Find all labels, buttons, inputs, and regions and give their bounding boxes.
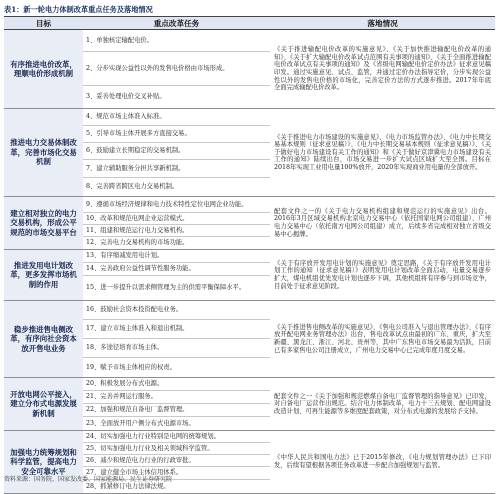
table-row	[4, 431, 495, 494]
table-row	[4, 197, 495, 250]
task-item: 20、积极发展分布式电源。	[83, 378, 270, 391]
tasks-cell	[83, 378, 270, 431]
task-item: 28、抓紧修订电力法律法规。	[86, 482, 170, 490]
tasks-cell	[83, 301, 270, 378]
goal-cell: 开放电网公平接入，建立分布式电源发展新机制	[4, 378, 83, 431]
task-item: 1、单独核定输配电价。	[83, 30, 270, 52]
source-footnote: 资料来源：国务院、国家发改委、国家能源局、民生证券研究院	[4, 476, 173, 483]
task-item: 6、鼓励建立长期稳定的交易机制。	[83, 143, 270, 160]
task-item: 2、分步实现公益性以外的发售电价格由市场形成。	[83, 52, 270, 86]
task-item: 4、规范市场主体准入标准。	[83, 109, 270, 126]
task-item: 22、加强和规范自备电厂监督管理。	[83, 404, 270, 417]
tasks-cell	[83, 109, 270, 197]
task-item: 19、赋予市场主体相应的权责。	[86, 363, 176, 371]
header-task: 重点改革任务	[83, 17, 270, 30]
status-cell: 配套文件之一《关于加强和规范燃煤自备电厂监督管理的指导意见》已印发，对自备电厂运营作出规范。结合电力体制改革，电力十三五规划、配电网建设改造计划、可再生能源等多维度配套政策，对分布式电源的发展给予支持。	[270, 378, 495, 431]
task-item: 16、鼓励社会资本投资配电业务。	[83, 301, 270, 320]
task-item: 10、改革和规范电网企业运营模式。	[83, 213, 270, 225]
task-item: 9、遵循市场经济规律和电力技术特性定位电网企业功能。	[83, 197, 270, 213]
table-row	[4, 250, 495, 301]
table-title: 表1：新一轮电力体制改革重点任务及落地情况	[4, 5, 153, 14]
goal-cell: 有序推进电价改革，理顺电价形成机制	[4, 30, 83, 109]
task-item: 18、多途径培育市场主体。	[83, 339, 270, 358]
table-row	[4, 301, 495, 378]
tasks-cell	[83, 431, 270, 494]
table-row	[4, 378, 495, 431]
status-cell: 《关于推进售电侧改革的实施意见》、《售电公司准入与退出管理办法》、《有序放开配电网业务管理办法》出台，售电改革试点由最初的广东、重庆，扩大至新疆、黑龙江、浙江、河北、贵州等，其中广东售电市场交易最为活跃，目前已有多家售电公司注册成立，广州电力交易中心已完成年度月度交易。	[270, 301, 495, 378]
task-item: 23、全面放开用户侧分布式电源市场。	[86, 419, 195, 427]
task-item: 15、进一步提升以需求侧管理为主的供需平衡保障水平。	[86, 284, 246, 292]
status-cell: 《关于有序放开发用电计划的实施意见》奠定思路，《关于有序放开发用电计划工作的通知（征求意见稿）》表明发用电计划改革全面启动，电量交易逐步扩大，煤电机组优先发电计划也逐步下调，其他机组将有序参与到市场竞争，目前处于征求意见阶段。	[270, 250, 495, 301]
task-item: 3、妥善处理电价交叉补贴。	[86, 93, 166, 101]
tasks-cell	[83, 30, 270, 109]
task-item: 17、建立市场主体准入和退出机制。	[83, 320, 270, 339]
table-row	[4, 30, 495, 109]
table-row	[4, 109, 495, 197]
task-item: 14、完善政府公益性调节性服务功能。	[83, 263, 270, 276]
goal-cell: 加强电力统筹规划和科学监管，提高电力安全可靠水平	[4, 431, 83, 494]
task-item: 11、组建和规范运行电力交易机构。	[83, 225, 270, 237]
goal-cell: 建立相对独立的电力交易机构，形成公平规范的市场交易平台	[4, 197, 83, 250]
status-cell: 《关于推进电力市场建设的实施意见》、《电力市场监管办法》、《电力中长期交易基本规则（征求意见稿）》、《电力中长期交易基本规则（征求意见稿）》、《关于做好电力市场建设有关工作的通知》和《关于做好京津冀电力市场建设有关工作的通知》陆续出台，市场交易进一步扩大试点区域扩大至全国。目标在2018年实现工业用电量100%放开，2020年实现商业用电量的全部放开。	[270, 109, 495, 197]
task-item: 25、切实加强电力行业及相关领域科学监管。	[83, 443, 270, 455]
task-item: 8、完善跨省跨区电力交易机制。	[86, 183, 179, 191]
task-item: 26、减少和规范电力行业的行政审批。	[83, 455, 270, 467]
task-item: 27、建立健全市场主体信用体系。	[83, 467, 270, 480]
header-status: 落地情况	[270, 17, 495, 30]
tasks-cell	[83, 197, 270, 250]
goal-cell: 推进发用电计划改革，更多发挥市场机制的作用	[4, 250, 83, 301]
header-row	[4, 17, 495, 30]
header-goal: 目标	[4, 17, 83, 30]
task-item: 7、建立辅助服务分担共享新机制。	[83, 160, 270, 178]
status-cell: 《关于推进输配电价改革的实施意见》、《关于加快推进输配电价改革的通知》、《关于扩大输配电价改革试点范围有关事项的通知》、《关于全面推进输配电价改革试点有关事项的通知》及《省级电网输配电价定价办法》征求意见稿印发。通过实施意见、试点、监管，并通过定价办法指导定价，分步实现公益性以外的发售电价格的市场化，完善定价方法的方式逐步推进。2017年年底全面完成输配电价改革。	[270, 30, 495, 109]
task-item: 24、切实加强电力行业特别是电网的统筹规划。	[83, 431, 270, 443]
task-item: 5、引导市场主体开展多方直接交易。	[83, 126, 270, 143]
reform-tasks-table	[4, 16, 495, 494]
status-cell: 配套文件之一的《关于电力交易机构组建和规范运行的实施意见》出台。2016年3月区域交易机构北京电力交易中心（依托国家电网公司组建）、广州电力交易中心（依托南方电网公司组建）成立，后续多省完成相对独立省级交易中心揭牌。	[270, 197, 495, 250]
task-item: 12、完善电力交易机构的市场功能。	[86, 239, 189, 247]
goal-cell: 推进电力交易体制改革，完善市场化交易机制	[4, 109, 83, 197]
goal-cell: 稳步推进售电侧改革，有序向社会资本放开售电业务	[4, 301, 83, 378]
task-item: 13、有序缩减发用电计划。	[83, 250, 270, 263]
tasks-cell	[83, 250, 270, 301]
task-item: 21、完善并网运行服务。	[83, 391, 270, 404]
status-cell: 《中华人民共和国电力法》已于2015年修改，《电力规划管理办法》已下印发，后续有望根据各项任务改革进一步配合加强规划与监管。	[270, 431, 495, 494]
